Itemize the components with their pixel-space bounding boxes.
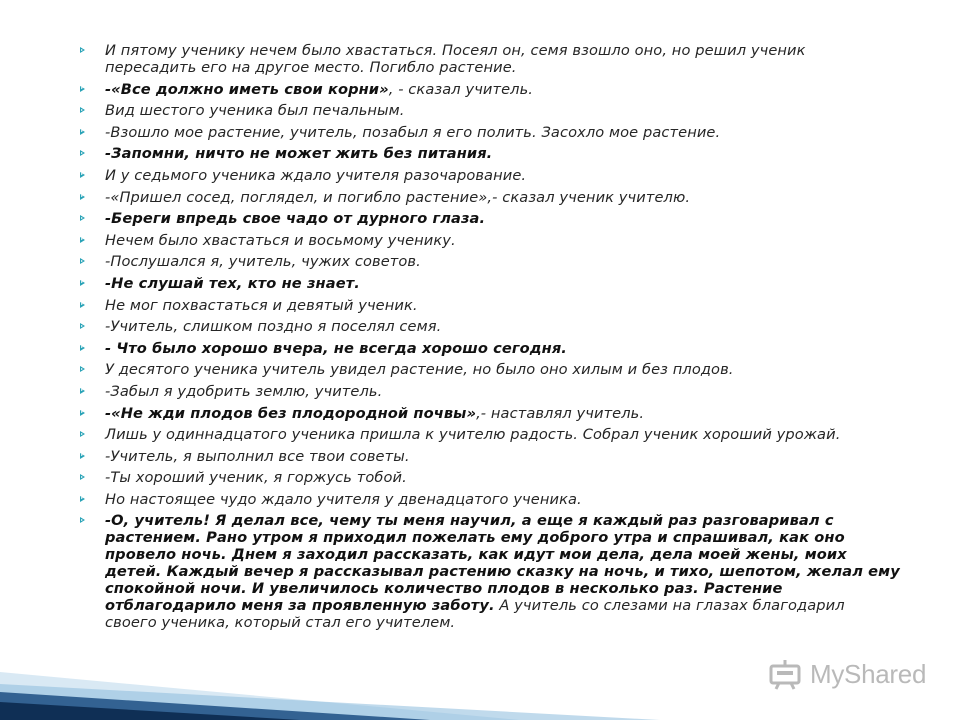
bullet-item: [80, 81, 900, 98]
bullet-text: -Послушался я, учитель, чужих советов.: [105, 253, 421, 271]
bullet-item: [80, 405, 900, 422]
bullet-arrow-icon: [80, 194, 85, 200]
bullet-arrow-icon: [80, 388, 85, 394]
bullet-text: ,- наставлял учитель.: [476, 404, 645, 422]
bullet-text-bold: -Береги впредь свое чадо от дурного глаза.: [105, 210, 486, 228]
corner-decoration: [0, 580, 660, 720]
bullet-item: [80, 124, 900, 141]
bullet-item: [80, 426, 900, 443]
bullet-item: [80, 42, 900, 76]
bullet-item: [80, 275, 900, 292]
bullet-arrow-icon: [80, 129, 85, 135]
bullet-item: [80, 383, 900, 400]
bullet-text: И пятому ученику нечем было хвастаться. Посеял он, семя взошло оно, но решил ученик пересадить его на другое место. Погибло растение.: [105, 42, 806, 76]
bullet-item: [80, 340, 900, 357]
watermark-text: MyShared: [810, 658, 927, 689]
bullet-item: [80, 253, 900, 270]
bullet-arrow-icon: [80, 280, 85, 286]
bullet-arrow-icon: [80, 431, 85, 437]
bullet-item: [80, 297, 900, 314]
bullet-item: [80, 102, 900, 119]
bullet-arrow-icon: [80, 517, 85, 523]
bullet-text: А учитель со слезами на глазах благодарил своего ученика, который стал его учителем.: [105, 597, 845, 632]
bullet-arrow-icon: [80, 237, 85, 243]
bullet-text-bold: - Что было хорошо вчера, не всегда хорошо сегодня.: [105, 339, 567, 357]
bullet-text: И у седьмого ученика ждало учителя разочарование.: [105, 166, 527, 184]
bullet-item: [80, 210, 900, 227]
bullet-list: [80, 42, 900, 636]
bullet-text: Вид шестого ученика был печальным.: [105, 102, 405, 120]
bullet-text: Лишь у одиннадцатого ученика пришла к учителю радость. Собрал ученик хороший урожай.: [105, 426, 841, 444]
bullet-arrow-icon: [80, 258, 85, 264]
bullet-item: [80, 189, 900, 206]
bullet-arrow-icon: [80, 366, 85, 372]
bullet-arrow-icon: [80, 215, 85, 221]
bullet-text: Не мог похвастаться и девятый ученик.: [105, 296, 418, 314]
bullet-arrow-icon: [80, 86, 85, 92]
bullet-text-bold: -«Не жди плодов без плодородной почвы»: [105, 404, 477, 422]
bullet-arrow-icon: [80, 474, 85, 480]
bullet-text: -Учитель, я выполнил все твои советы.: [105, 447, 410, 465]
bullet-text-bold: -Запомни, ничто не может жить без питания.: [105, 145, 493, 163]
bullet-arrow-icon: [80, 107, 85, 113]
bullet-text: Нечем было хвастаться и восьмому ученику.: [105, 231, 456, 249]
bullet-text-bold: -О, учитель! Я делал все, чему ты меня научил, а еще я каждый раз разговаривал с растением. Рано утром я приходил пожелать ему доброго утра и спрашивал, как оно провело ночь. Днем я заходил рассказать, как идут мои дела, дела моей жены, моих детей. Каждый вечер я рассказывал растению сказку на ночь, и тихо, шепотом, желал ему спокойной ночи. И увеличилось количество плодов в несколько раз. Растение отблагодарило меня за проявленную заботу.: [105, 512, 900, 615]
bullet-text-bold: -Не слушай тех, кто не знает.: [105, 274, 360, 292]
bullet-item: [80, 145, 900, 162]
bullet-arrow-icon: [80, 453, 85, 459]
bullet-item: [80, 448, 900, 465]
bullet-text: У десятого ученика учитель увидел растение, но было оно хилым и без плодов.: [105, 361, 734, 379]
watermark: [768, 656, 926, 692]
bullet-arrow-icon: [80, 323, 85, 329]
bullet-text: -Учитель, слишком поздно я поселял семя.: [105, 318, 442, 336]
bullet-item: [80, 469, 900, 486]
bullet-item: [80, 232, 900, 249]
bullet-arrow-icon: [80, 150, 85, 156]
bullet-arrow-icon: [80, 47, 85, 53]
bullet-arrow-icon: [80, 172, 85, 178]
bullet-text: -Ты хороший ученик, я горжусь тобой.: [105, 469, 407, 487]
bullet-item: [80, 361, 900, 378]
bullet-text: -«Пришел сосед, поглядел, и погибло растение»,- сказал ученик учителю.: [105, 188, 691, 206]
bullet-item: [80, 318, 900, 335]
bullet-text: -Забыл я удобрить землю, учитель.: [105, 382, 383, 400]
bullet-item: [80, 491, 900, 508]
bullet-arrow-icon: [80, 410, 85, 416]
bullet-text-bold: -«Все должно иметь свои корни»: [105, 80, 389, 98]
slideshow-icon: [768, 657, 802, 691]
bullet-arrow-icon: [80, 302, 85, 308]
bullet-arrow-icon: [80, 345, 85, 351]
bullet-text: , - сказал учитель.: [388, 80, 534, 98]
bullet-item: [80, 167, 900, 184]
bullet-arrow-icon: [80, 496, 85, 502]
bullet-text: -Взошло мое растение, учитель, позабыл я его полить. Засохло мое растение.: [105, 123, 721, 141]
bullet-text: Но настоящее чудо ждало учителя у двенадцатого ученика.: [105, 490, 582, 508]
